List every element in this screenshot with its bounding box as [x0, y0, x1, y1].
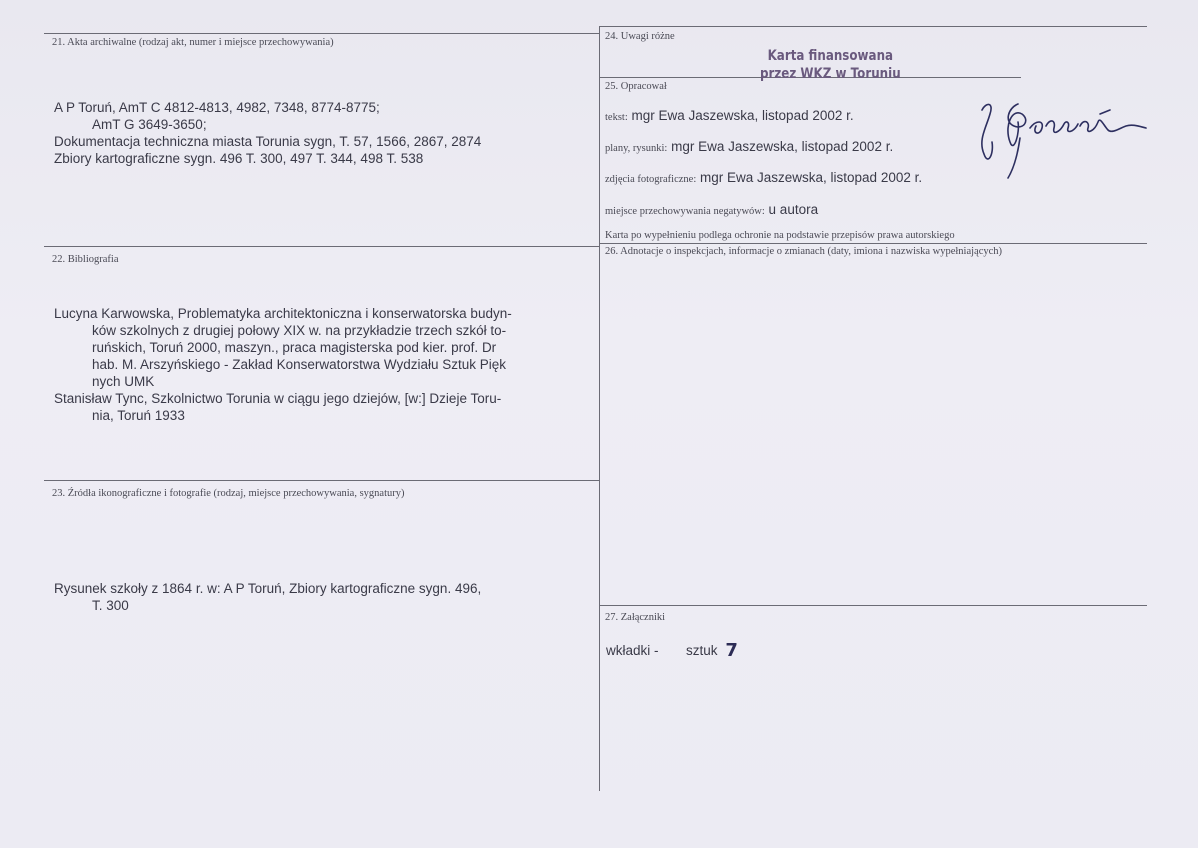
iconography-line: T. 300 [92, 598, 129, 613]
section-25-label: 25. Opracował [605, 81, 667, 92]
field-label: tekst: [605, 112, 628, 123]
field-value: u autora [768, 202, 819, 217]
field-label: zdjęcia fotograficzne: [605, 174, 697, 185]
field-label: plany, rysunki: [605, 143, 668, 154]
center-divider [599, 26, 600, 791]
copyright-notice: Karta po wypełnieniu podlega ochronie na podstawie przepisów prawa autorskiego [605, 230, 955, 241]
pieces-label: sztuk [686, 643, 718, 658]
stamp-line: przez WKZ w Toruniu [760, 66, 901, 82]
section-21-content [54, 99, 481, 167]
archive-line: A P Toruń, AmT C 4812-4813, 4982, 7348, 8774-8775; [54, 100, 380, 115]
negatives-location-row [605, 202, 818, 217]
inserts-count: 7 [725, 640, 738, 661]
rule-27 [599, 605, 1147, 606]
section-23-content [54, 580, 481, 614]
section-22-content [54, 305, 512, 424]
funding-stamp [760, 47, 901, 83]
author-text-row [605, 108, 854, 123]
rule-26 [599, 243, 1147, 244]
field-label: miejsce przechowywania negatywów: [605, 206, 765, 217]
attachments-row [606, 641, 738, 659]
author-photos-row [605, 170, 922, 185]
field-value: mgr Ewa Jaszewska, listopad 2002 r. [671, 139, 894, 154]
bibliography-line: nych UMK [92, 374, 155, 389]
handwritten-signature [960, 92, 1160, 182]
bibliography-line: ruńskich, Toruń 2000, maszyn., praca magisterska pod kier. prof. Dr [92, 340, 497, 355]
rule-22 [44, 246, 599, 247]
section-24-label: 24. Uwagi różne [605, 31, 675, 42]
top-rule-right [599, 26, 1147, 27]
field-value: mgr Ewa Jaszewska, listopad 2002 r. [700, 170, 923, 185]
section-26-label: 26. Adnotacje o inspekcjach, informacje o zmianach (daty, imiona i nazwiska wypełniających) [605, 246, 1003, 257]
rule-23 [44, 480, 599, 481]
section-21-label: 21. Akta archiwalne (rodzaj akt, numer i miejsce przechowywania) [52, 37, 334, 48]
archive-line: AmT G 3649-3650; [92, 117, 207, 132]
author-plans-row [605, 139, 893, 154]
iconography-line: Rysunek szkoły z 1864 r. w: A P Toruń, Zbiory kartograficzne sygn. 496, [54, 581, 482, 596]
field-value: mgr Ewa Jaszewska, listopad 2002 r. [631, 108, 854, 123]
stamp-line: Karta finansowana [767, 48, 894, 64]
archive-line: Zbiory kartograficzne sygn. 496 T. 300, 497 T. 344, 498 T. 538 [54, 151, 424, 166]
top-rule-left [44, 33, 599, 34]
bibliography-line: Lucyna Karwowska, Problematyka architektoniczna i konserwatorska budyn- [54, 306, 512, 321]
section-22-label: 22. Bibliografia [52, 254, 119, 265]
bibliography-line: hab. M. Arszyńskiego - Zakład Konserwatorstwa Wydziału Sztuk Pięk [92, 357, 507, 372]
archive-line: Dokumentacja techniczna miasta Torunia sygn, T. 57, 1566, 2867, 2874 [54, 134, 482, 149]
section-23-label: 23. Źródła ikonograficzne i fotografie (rodzaj, miejsce przechowywania, sygnatury) [52, 488, 405, 499]
bibliography-line: ków szkolnych z drugiej połowy XIX w. na przykładzie trzech szkół to- [92, 323, 507, 338]
bibliography-line: nia, Toruń 1933 [92, 408, 185, 423]
bibliography-line: Stanisław Tync, Szkolnictwo Torunia w ciągu jego dziejów, [w:] Dzieje Toru- [54, 391, 502, 406]
section-27-label: 27. Załączniki [605, 612, 666, 623]
inserts-label: wkładki - [606, 643, 659, 658]
